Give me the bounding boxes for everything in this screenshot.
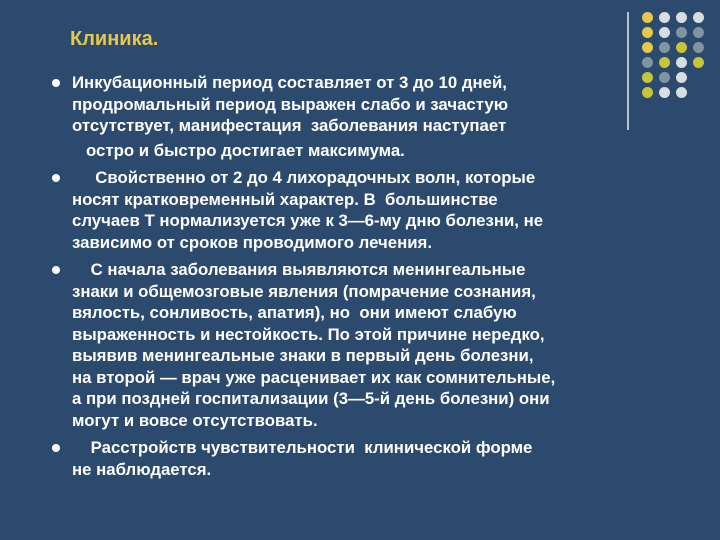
bullet-icon <box>52 444 60 452</box>
slide-title: Клиника. <box>70 28 159 50</box>
text-line: могут и вовсе отсутствовать. <box>72 410 318 430</box>
bullet-item <box>52 259 692 431</box>
decor-dot <box>676 57 687 68</box>
text-line: С начала заболевания выявляются менингеальные <box>72 260 526 279</box>
text-line-continuation: острo и быстро достигает максимума. <box>86 140 405 160</box>
text-line: отсутствует, манифестация заболевания наступает <box>72 116 507 135</box>
text-line: продромальный период выражен слабо и зачастую <box>72 94 509 114</box>
bullet-icon <box>52 266 60 274</box>
decor-dot <box>676 27 687 38</box>
text-line: выраженность и нестойкость. По этой причине нередко, <box>72 324 545 344</box>
bullet-item <box>52 437 692 480</box>
decor-dot <box>642 57 653 68</box>
decor-dot <box>659 27 670 38</box>
text-line: Расстройств чувствительности клинической форме <box>72 438 533 457</box>
text-line: носят кратковременный характер. В большинстве <box>72 189 498 209</box>
text-line: зависимо от сроков проводимого лечения. <box>72 232 432 252</box>
bullet-icon <box>52 174 60 182</box>
text-line: знаки и общемозговые явления (помрачение сознания, <box>72 281 536 301</box>
text-line: вялость, сонливость, апатия), но они имеют слабую <box>72 303 517 322</box>
text-line: случаев Т нормализуется уже к 3—6-му дню болезни, не <box>72 211 544 230</box>
decor-dot <box>693 42 704 53</box>
decor-dot <box>693 87 704 98</box>
decor-dot <box>676 12 687 23</box>
decor-dot <box>642 27 653 38</box>
decor-dot <box>642 12 653 23</box>
decor-dot <box>659 57 670 68</box>
text-line: выявив менингеальные знаки в первый день болезни, <box>72 346 534 365</box>
decor-dot <box>693 12 704 23</box>
decor-dot <box>693 27 704 38</box>
text-line: на второй — врач уже расценивает их как сомнительные, <box>72 367 556 387</box>
decor-dot <box>693 72 704 83</box>
text-line: не наблюдается. <box>72 459 212 479</box>
decor-dot <box>659 12 670 23</box>
bullet-item <box>52 72 692 161</box>
text-line: а при поздней госпитализации (3—5-й день болезни) они <box>72 389 550 408</box>
slide-body <box>52 72 692 486</box>
bullet-icon <box>52 79 60 87</box>
decor-dot <box>676 42 687 53</box>
decor-dot <box>659 42 670 53</box>
bullet-item <box>52 167 692 253</box>
decor-dot <box>693 57 704 68</box>
text-line: Свойственно от 2 до 4 лихорадочных волн, которые <box>72 168 536 187</box>
text-line: Инкубационный период составляет от 3 до 10 дней, <box>72 73 507 92</box>
decor-dot <box>642 42 653 53</box>
